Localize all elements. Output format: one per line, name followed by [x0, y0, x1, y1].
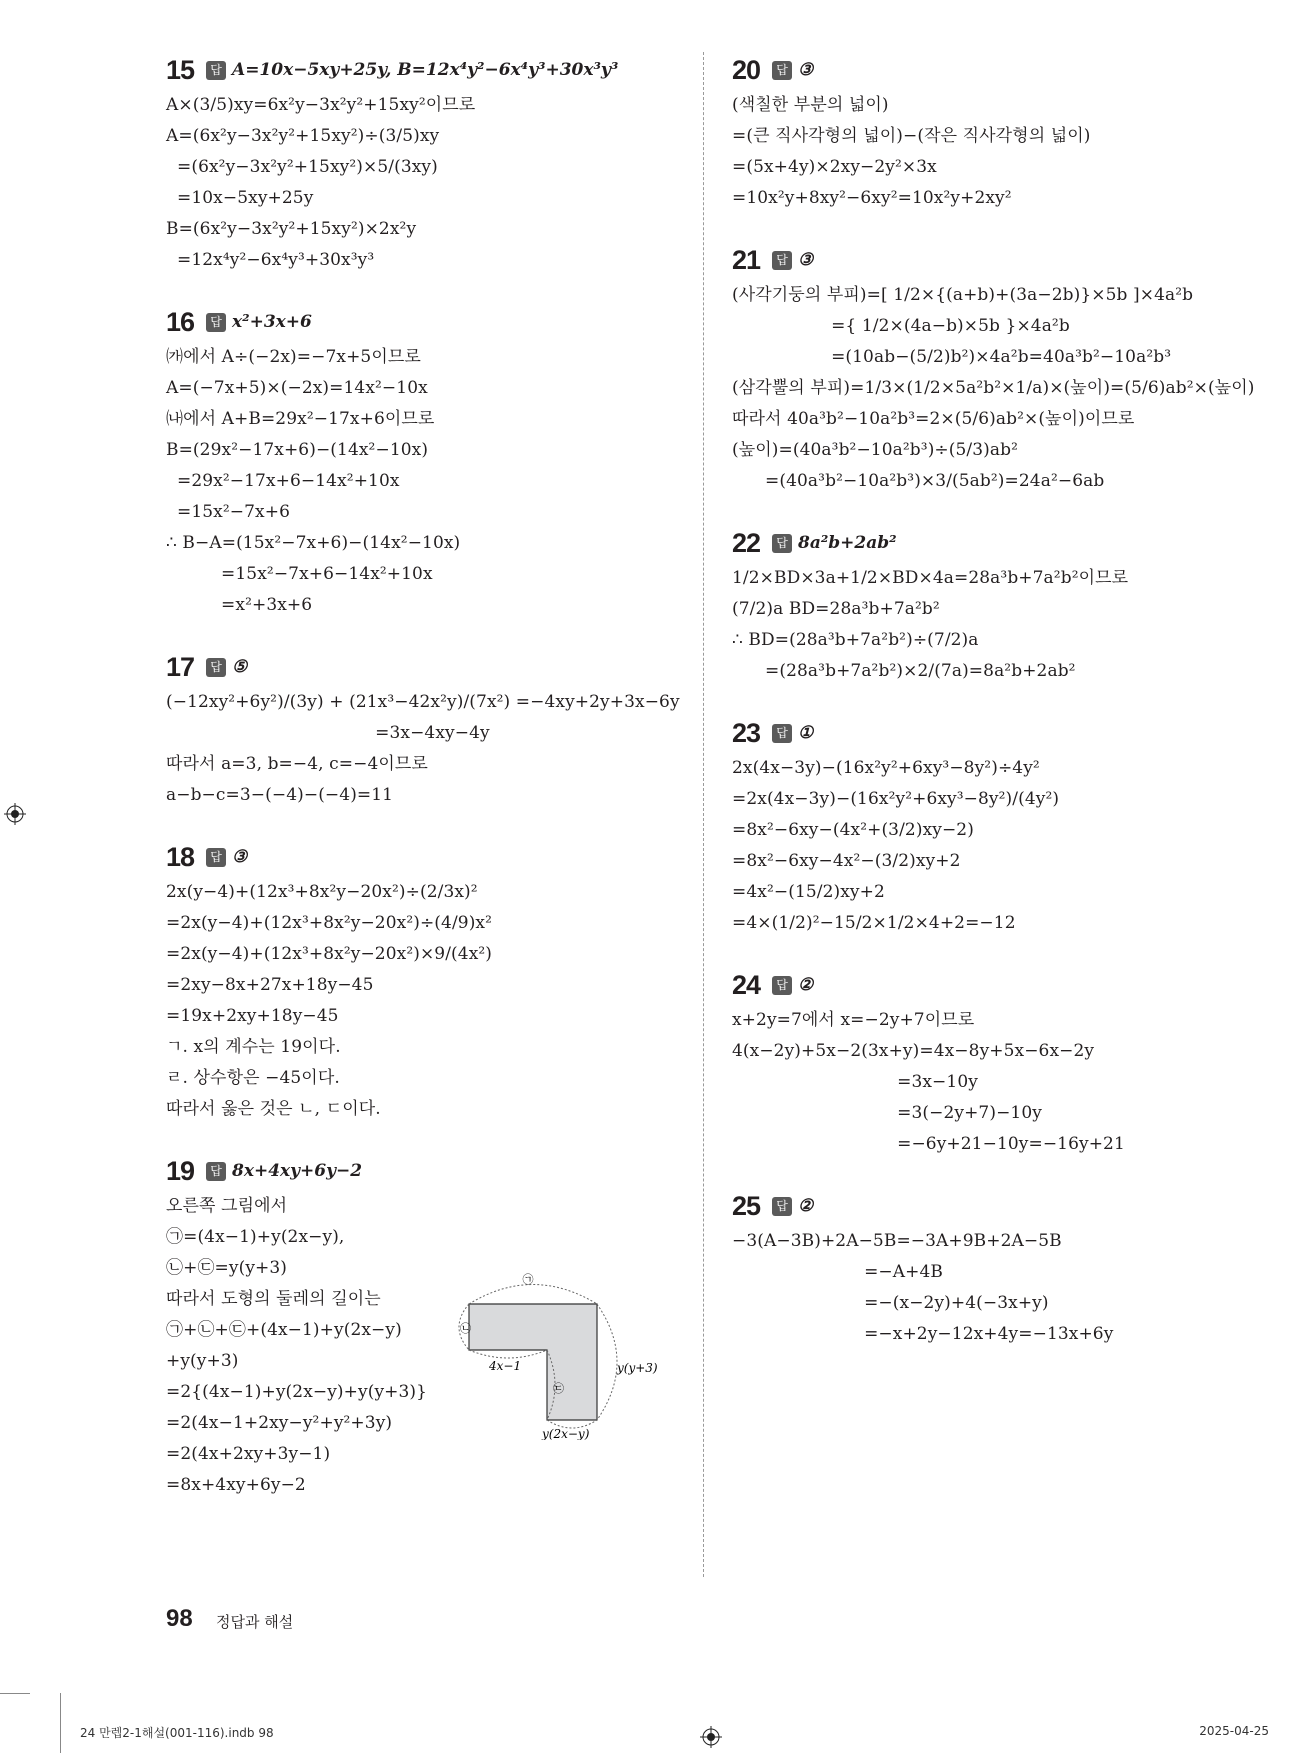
solution-line: 2x(y−4)+(12x³+8x²y−20x²)÷(2/3x)²	[166, 882, 478, 902]
answer-tag: 답	[206, 61, 226, 80]
answer-text: ③	[798, 60, 814, 80]
answer-tag: 답	[772, 724, 792, 743]
problem-block	[732, 713, 1272, 939]
answer-tag: 답	[206, 848, 226, 867]
solution-line: 따라서 도형의 둘레의 길이는	[166, 1289, 381, 1309]
problem-header	[732, 965, 1272, 1005]
solution-line: =10x−5xy+25y	[166, 188, 314, 208]
label-c: ㉢	[553, 1382, 564, 1395]
solution-line: ㈏에서 A+B=29x²−17x+6이므로	[166, 409, 435, 429]
solution-line: (삼각뿔의 부피)=1/3×(1/2×5a²b²×1/a)×(높이)=(5/6)ab²×(높이)	[732, 378, 1255, 398]
solution-line: =8x²−6xy−4x²−(3/2)xy+2	[732, 851, 961, 871]
problem-header	[732, 1186, 1272, 1226]
solution-line: =4x²−(15/2)xy+2	[732, 882, 885, 902]
answer-text: x²+3x+6	[232, 312, 312, 332]
solution-line: =x²+3x+6	[166, 595, 313, 615]
problem-number: 21	[732, 244, 761, 275]
solution-line: ㄹ. 상수항은 −45이다.	[166, 1068, 340, 1088]
solution-line: =2x(y−4)+(12x³+8x²y−20x²)÷(4/9)x²	[166, 913, 493, 933]
answer-tag: 답	[206, 1162, 226, 1181]
solution-line: =3x−10y	[732, 1072, 978, 1092]
answer-text: 8a²b+2ab²	[798, 533, 897, 553]
problem-header	[166, 50, 686, 90]
solution-line: =19x+2xy+18y−45	[166, 1006, 339, 1026]
problem-number: 23	[732, 717, 761, 748]
answer-tag: 답	[772, 1197, 792, 1216]
solution-line: (−12xy²+6y²)/(3y) + (21x³−42x²y)/(7x²) =−4xy+2y+3x−6y	[166, 692, 680, 712]
solution-line: A=(6x²y−3x²y²+15xy²)÷(3/5)xy	[166, 126, 440, 146]
solution-line: =3(−2y+7)−10y	[732, 1103, 1042, 1123]
answer-text: ②	[798, 1196, 814, 1216]
problem-number: 15	[166, 54, 195, 85]
solution-line: 1/2×BD×3a+1/2×BD×4a=28a³b+7a²b²이므로	[732, 568, 1129, 588]
solution-line: =12x⁴y²−6x⁴y³+30x³y³	[166, 250, 375, 270]
answer-tag: 답	[772, 61, 792, 80]
solution-line: (색칠한 부분의 넓이)	[732, 95, 889, 115]
answer-text: ②	[798, 975, 814, 995]
footer-rule	[0, 1693, 30, 1694]
solution-line: (7/2)a BD=28a³b+7a²b²	[732, 599, 940, 619]
answer-text: ①	[798, 723, 814, 743]
dim-right: y(y+3)	[617, 1361, 658, 1375]
answer-text: ⑤	[232, 657, 248, 677]
footer-date: 2025-04-25	[1199, 1724, 1269, 1738]
solution-line: ㈎에서 A÷(−2x)=−7x+5이므로	[166, 347, 421, 367]
problem-block	[732, 1186, 1272, 1350]
solution-line: ㉠+㉡+㉢+(4x−1)+y(2x−y)	[166, 1320, 402, 1340]
solution-line: =2{(4x−1)+y(2x−y)+y(y+3)}	[166, 1382, 428, 1402]
page-number: 98	[166, 1605, 193, 1632]
answer-text: A=10x−5xy+25y, B=12x⁴y²−6x⁴y³+30x³y³	[232, 60, 619, 80]
solution-line: =4×(1/2)²−15/2×1/2×4+2=−12	[732, 913, 1016, 933]
solution-line: =−(x−2y)+4(−3x+y)	[732, 1293, 1049, 1313]
l-shape-figure	[457, 1270, 687, 1440]
solution-line: =(40a³b²−10a²b³)×3/(5ab²)=24a²−6ab	[732, 471, 1105, 491]
problem-header	[166, 1151, 686, 1191]
solution-line: B=(29x²−17x+6)−(14x²−10x)	[166, 440, 429, 460]
answer-text: 8x+4xy+6y−2	[232, 1161, 363, 1181]
problem-block	[166, 837, 686, 1125]
solution-line: x+2y=7에서 x=−2y+7이므로	[732, 1010, 975, 1030]
solution-line: =2(4x+2xy+3y−1)	[166, 1444, 331, 1464]
solution-line: ={ 1/2×(4a−b)×5b }×4a²b	[732, 316, 1070, 336]
solution-line: A=(−7x+5)×(−2x)=14x²−10x	[166, 378, 428, 398]
solution-line: =8x+4xy+6y−2	[166, 1475, 306, 1495]
problem-block	[732, 965, 1272, 1160]
problem-number: 16	[166, 306, 195, 337]
solution-line: −3(A−3B)+2A−5B=−3A+9B+2A−5B	[732, 1231, 1062, 1251]
solution-line: =15x²−7x+6	[166, 502, 290, 522]
problem-header	[166, 647, 686, 687]
solution-line: ㉠=(4x−1)+y(2x−y),	[166, 1227, 345, 1247]
solution-line: a−b−c=3−(−4)−(−4)=11	[166, 785, 394, 805]
solution-line: =3x−4xy−4y	[166, 723, 490, 743]
answer-tag: 답	[772, 251, 792, 270]
footer-rule-vertical	[60, 1693, 61, 1753]
label-a: ㉠	[522, 1273, 534, 1286]
problem-block	[732, 523, 1272, 687]
solution-line: 2x(4x−3y)−(16x²y²+6xy³−8y²)÷4y²	[732, 758, 1040, 778]
problem-header	[166, 302, 686, 342]
registration-mark-icon	[4, 803, 26, 825]
page-label: 정답과 해설	[216, 1613, 294, 1631]
problem-block	[732, 240, 1272, 497]
column-divider	[703, 52, 704, 1577]
problem-header	[732, 240, 1272, 280]
solution-line: (사각기둥의 부피)=[ 1/2×{(a+b)+(3a−2b)}×5b ]×4a²b	[732, 285, 1194, 305]
solution-line: =2x(4x−3y)−(16x²y²+6xy³−8y²)/(4y²)	[732, 789, 1060, 809]
problem-number: 24	[732, 969, 761, 1000]
solution-line: 따라서 옳은 것은 ㄴ, ㄷ이다.	[166, 1099, 381, 1119]
answer-tag: 답	[206, 313, 226, 332]
solution-line: =(10ab−(5/2)b²)×4a²b=40a³b²−10a²b³	[732, 347, 1172, 367]
problem-block	[166, 50, 686, 276]
solution-line: =2x(y−4)+(12x³+8x²y−20x²)×9/(4x²)	[166, 944, 493, 964]
problem-number: 20	[732, 54, 761, 85]
solution-line: =2(4x−1+2xy−y²+y²+3y)	[166, 1413, 393, 1433]
solution-line: ㉡+㉢=y(y+3)	[166, 1258, 288, 1278]
registration-mark-icon	[700, 1726, 722, 1748]
answer-text: ③	[232, 847, 248, 867]
solution-line: =(6x²y−3x²y²+15xy²)×5/(3xy)	[166, 157, 438, 177]
problem-block	[166, 647, 686, 811]
solution-line: B=(6x²y−3x²y²+15xy²)×2x²y	[166, 219, 417, 239]
dim-bottom: y(2x−y)	[542, 1427, 590, 1440]
answer-text: ③	[798, 250, 814, 270]
footer-file: 24 만렙2-1해설(001-116).indb 98	[80, 1726, 274, 1740]
problem-header	[732, 713, 1272, 753]
solution-line: 따라서 40a³b²−10a²b³=2×(5/6)ab²×(높이)이므로	[732, 409, 1135, 429]
solution-line: =−A+4B	[732, 1262, 944, 1282]
right-column	[732, 50, 1272, 1376]
problem-number: 25	[732, 1190, 761, 1221]
solution-line: =15x²−7x+6−14x²+10x	[166, 564, 433, 584]
solution-line: 오른쪽 그림에서	[166, 1196, 288, 1216]
solution-line: +y(y+3)	[166, 1351, 239, 1371]
solution-line: =2xy−8x+27x+18y−45	[166, 975, 374, 995]
solution-line: =29x²−17x+6−14x²+10x	[166, 471, 400, 491]
solution-line: =8x²−6xy−(4x²+(3/2)xy−2)	[732, 820, 974, 840]
solution-line: =−x+2y−12x+4y=−13x+6y	[732, 1324, 1114, 1344]
solution-line: 따라서 a=3, b=−4, c=−4이므로	[166, 754, 428, 774]
answer-tag: 답	[772, 534, 792, 553]
solution-line: =(5x+4y)×2xy−2y²×3x	[732, 157, 937, 177]
answer-tag: 답	[772, 976, 792, 995]
problem-block	[732, 50, 1272, 214]
answer-tag: 답	[206, 658, 226, 677]
problem-header	[732, 523, 1272, 563]
dim-left: 4x−1	[489, 1359, 522, 1373]
solution-line: A×(3/5)xy=6x²y−3x²y²+15xy²이므로	[166, 95, 476, 115]
problem-number: 17	[166, 651, 195, 682]
solution-line: ∴ BD=(28a³b+7a²b²)÷(7/2)a	[732, 630, 979, 650]
problem-header	[732, 50, 1272, 90]
solution-line: =10x²y+8xy²−6xy²=10x²y+2xy²	[732, 188, 1012, 208]
solution-line: =−6y+21−10y=−16y+21	[732, 1134, 1125, 1154]
label-b: ㉡	[460, 1322, 471, 1335]
solution-line: =(큰 직사각형의 넓이)−(작은 직사각형의 넓이)	[732, 126, 1091, 146]
problem-block	[166, 302, 686, 621]
solution-line: (높이)=(40a³b²−10a²b³)÷(5/3)ab²	[732, 440, 1019, 460]
solution-line: =(28a³b+7a²b²)×2/(7a)=8a²b+2ab²	[732, 661, 1076, 681]
problem-number: 22	[732, 527, 761, 558]
solution-line: ㄱ. x의 계수는 19이다.	[166, 1037, 341, 1057]
problem-number: 19	[166, 1155, 195, 1186]
solution-line: ∴ B−A=(15x²−7x+6)−(14x²−10x)	[166, 533, 461, 553]
problem-header	[166, 837, 686, 877]
solution-line: 4(x−2y)+5x−2(3x+y)=4x−8y+5x−6x−2y	[732, 1041, 1095, 1061]
problem-number: 18	[166, 841, 195, 872]
